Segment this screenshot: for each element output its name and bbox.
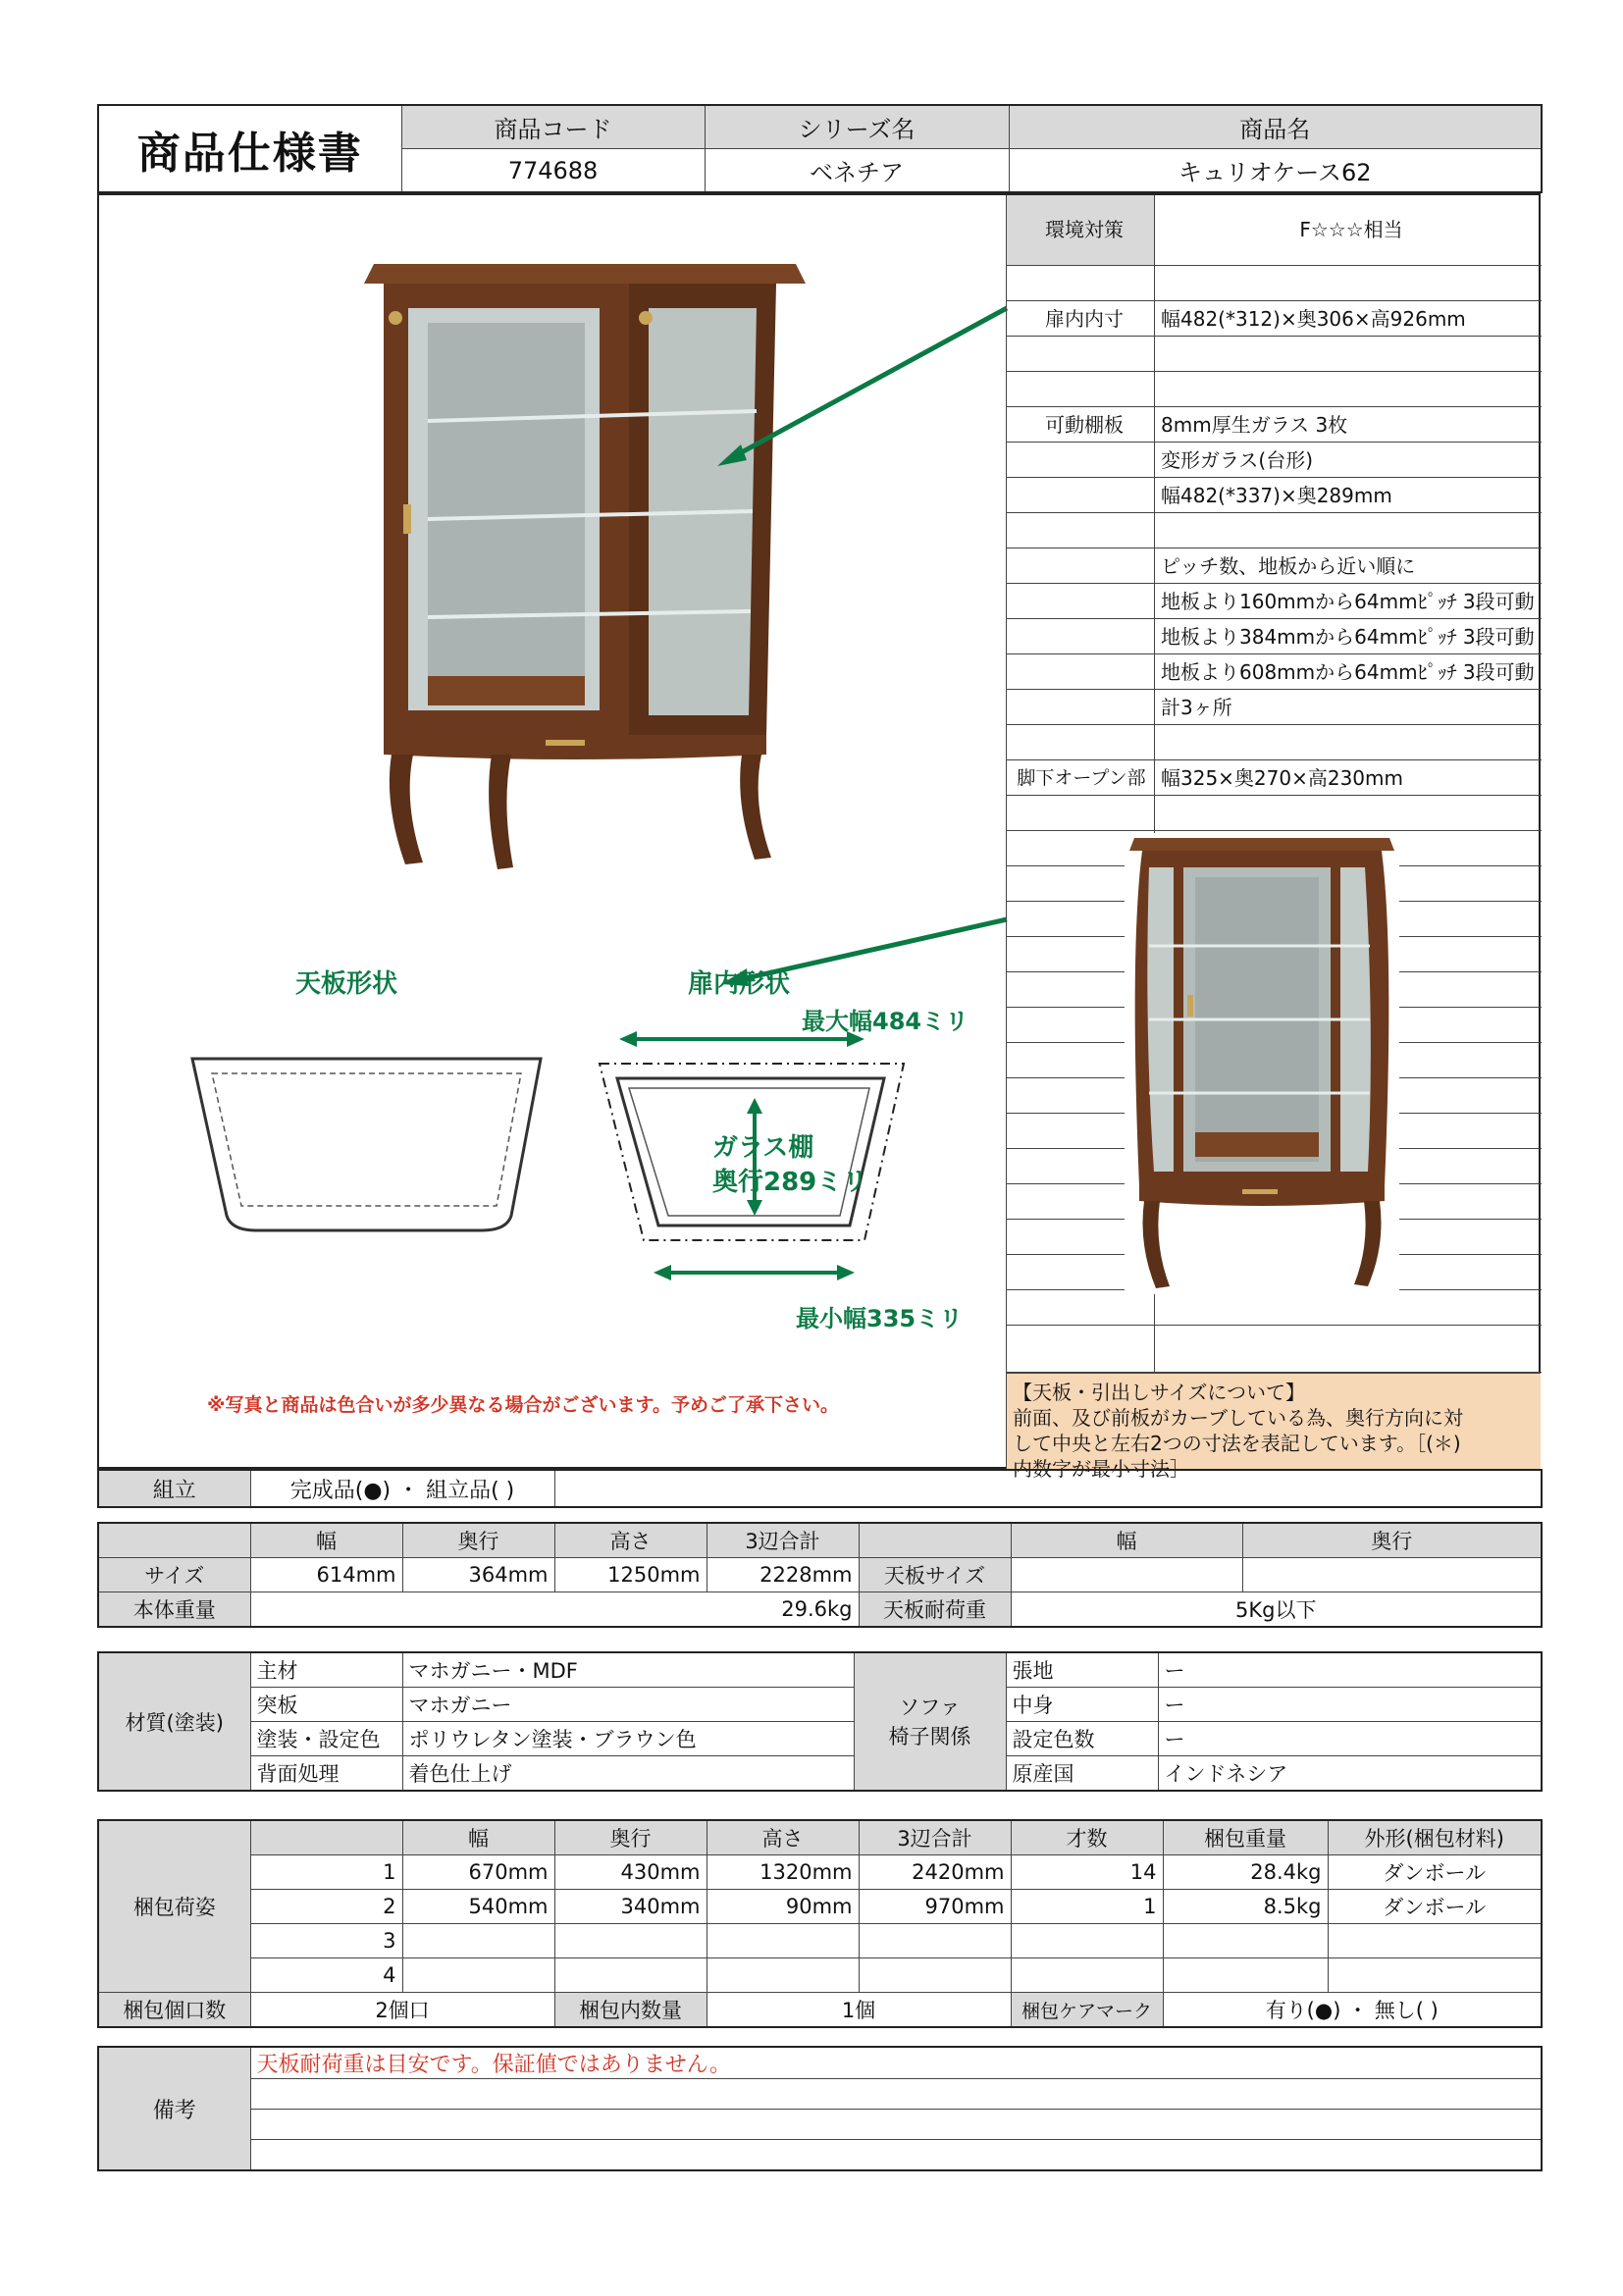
- sofa-label-line-1: ソファ: [899, 1695, 961, 1719]
- size-note-line-3: 内数字が最小寸法］: [1013, 1457, 1189, 1481]
- pack-row-height: 90mm: [707, 1890, 859, 1924]
- size-total: 2228mm: [707, 1558, 859, 1592]
- size-note-line-1: 前面、及び前板がカーブしている為、奥行方向に対: [1013, 1406, 1463, 1430]
- materials-label: 材質(塗装): [98, 1652, 250, 1791]
- glass-depth-label: 奥行289ミリ: [712, 1168, 868, 1197]
- product-name-label: 商品名: [1009, 105, 1542, 149]
- pitch-line-4: 地板より608mmから64mmﾋﾟｯﾁ 3段可動: [1154, 654, 1542, 689]
- table-row: [98, 1924, 1542, 1958]
- material-value-1: マホガニー・MDF: [402, 1652, 854, 1688]
- size-header-height: 高さ: [554, 1523, 707, 1558]
- size-note-line-2: して中央と左右2つの寸法を表記しています。［(＊): [1013, 1432, 1461, 1455]
- sofa-label: [854, 1652, 1006, 1791]
- sofa-value-2: ー: [1158, 1688, 1542, 1722]
- table-row: [98, 1855, 1542, 1890]
- pitch-line-2: 地板より160mmから64mmﾋﾟｯﾁ 3段可動: [1154, 584, 1542, 618]
- sofa-value-4: インドネシア: [1158, 1756, 1542, 1792]
- pack-row-no: 3: [250, 1924, 402, 1958]
- material-key-1: 主材: [250, 1652, 402, 1688]
- pitch-line-3: 地板より384mmから64mmﾋﾟｯﾁ 3段可動: [1154, 619, 1542, 653]
- inner-size-label: 扉内内寸: [1045, 307, 1124, 331]
- pack-row-no: 1: [250, 1855, 402, 1890]
- pack-row-sai: 1: [1011, 1890, 1163, 1924]
- assembly-label: 組立: [98, 1470, 250, 1507]
- pack-inner-label: 梱包内数量: [554, 1993, 707, 2028]
- sofa-key-2: 中身: [1006, 1688, 1158, 1722]
- pack-header-weight: 梱包重量: [1163, 1820, 1328, 1855]
- size-label: サイズ: [98, 1558, 250, 1592]
- top-size-label: 天板サイズ: [859, 1558, 1011, 1592]
- max-width-label: 最大幅484ミリ: [802, 1008, 969, 1035]
- pack-header-sai: 才数: [1011, 1820, 1163, 1855]
- table-row: [98, 1958, 1542, 1993]
- shelf-label: 可動棚板: [1045, 413, 1124, 437]
- shelf-line-2: 変形ガラス(台形): [1154, 443, 1542, 477]
- pack-row-no: 2: [250, 1890, 402, 1924]
- size-table: [97, 1522, 1543, 1628]
- pack-row-width: 540mm: [402, 1890, 554, 1924]
- pointer-arrows: [619, 303, 1012, 1029]
- shelf-line-1: 8mm厚生ガラス 3枚: [1154, 407, 1542, 442]
- shelf-line-3: 幅482(*337)×奥289mm: [1154, 478, 1542, 512]
- sofa-value-1: ー: [1158, 1652, 1542, 1688]
- pack-row-weight: 28.4kg: [1163, 1855, 1328, 1890]
- top-shape-caption: 天板形状: [295, 969, 398, 999]
- pack-row-material: ダンボール: [1328, 1890, 1542, 1924]
- size-header-depth: 奥行: [402, 1523, 554, 1558]
- header-table: [97, 104, 1543, 193]
- photo-color-note: ※写真と商品は色合いが多少異なる場合がございます。予めご了承下さい。: [207, 1394, 839, 1416]
- env-value: F☆☆☆相当: [1154, 195, 1542, 265]
- glass-shelf-label: ガラス棚: [712, 1133, 814, 1163]
- product-name: キュリオケース62: [1009, 149, 1542, 193]
- series-label: シリーズ名: [705, 105, 1009, 149]
- top-header-width: 幅: [1011, 1523, 1242, 1558]
- env-label: 環境対策: [1007, 195, 1154, 265]
- size-header-width: 幅: [250, 1523, 402, 1558]
- top-load-label: 天板耐荷重: [859, 1592, 1011, 1628]
- packing-table: [97, 1819, 1543, 2028]
- top-header-depth: 奥行: [1242, 1523, 1542, 1558]
- size-depth: 364mm: [402, 1558, 554, 1592]
- pack-row-material: ダンボール: [1328, 1855, 1542, 1890]
- product-code-label: 商品コード: [401, 105, 705, 149]
- memo-line-1: 天板耐荷重は目安です。保証値ではありません。: [250, 2047, 1542, 2079]
- pack-care-value: 有り(●) ・ 無し( ): [1163, 1993, 1542, 2028]
- pitch-line-5: 計3ヶ所: [1154, 690, 1542, 724]
- pack-header-height: 高さ: [707, 1820, 859, 1855]
- pack-header-total: 3辺合計: [859, 1820, 1011, 1855]
- table-row: [98, 1890, 1542, 1924]
- pack-row-depth: 430mm: [554, 1855, 707, 1890]
- min-width-label: 最小幅335ミリ: [796, 1305, 964, 1332]
- assembly-table: [97, 1469, 1543, 1508]
- series-name: ベネチア: [705, 149, 1009, 193]
- pack-header-material: 外形(梱包材料): [1328, 1820, 1542, 1855]
- door-shape-diagram: [570, 1019, 1021, 1432]
- pack-care-label: 梱包ケアマーク: [1011, 1993, 1163, 2028]
- sofa-key-1: 張地: [1006, 1652, 1158, 1688]
- door-shape-caption: 扉内形状: [688, 969, 791, 999]
- sofa-key-4: 原産国: [1006, 1756, 1158, 1792]
- pack-count-label: 梱包個口数: [98, 1993, 250, 2028]
- pack-row-sai: 14: [1011, 1855, 1163, 1890]
- pack-header-width: 幅: [402, 1820, 554, 1855]
- weight-value: 29.6kg: [250, 1592, 859, 1628]
- product-code: 774688: [401, 149, 705, 193]
- pack-row-total: 2420mm: [859, 1855, 1011, 1890]
- top-shape-diagram: [187, 1049, 550, 1245]
- top-load-value: 5Kg以下: [1011, 1592, 1542, 1628]
- material-key-4: 背面処理: [250, 1756, 402, 1792]
- open-space-label: 脚下オープン部: [1017, 767, 1146, 789]
- size-width: 614mm: [250, 1558, 402, 1592]
- pack-row-weight: 8.5kg: [1163, 1890, 1328, 1924]
- pack-row-no: 4: [250, 1958, 402, 1993]
- sofa-value-3: ー: [1158, 1722, 1542, 1756]
- pack-count-value: 2個口: [250, 1993, 554, 2028]
- memo-label: 備考: [98, 2047, 250, 2170]
- pitch-line-1: ピッチ数、地板から近い順に: [1154, 548, 1542, 583]
- size-header-total: 3辺合計: [707, 1523, 859, 1558]
- pack-inner-value: 1個: [707, 1993, 1011, 2028]
- material-value-3: ポリウレタン塗装・ブラウン色: [402, 1722, 854, 1756]
- materials-table: [97, 1651, 1543, 1792]
- assembly-value: 完成品(●) ・ 組立品( ): [250, 1470, 554, 1507]
- weight-label: 本体重量: [98, 1592, 250, 1628]
- size-note-title: 【天板・引出しサイズについて】: [1013, 1381, 1305, 1404]
- pack-header-depth: 奥行: [554, 1820, 707, 1855]
- memo-table: [97, 2046, 1543, 2171]
- product-photo-front: [1125, 833, 1399, 1294]
- spec-main: [97, 193, 1541, 1481]
- pack-row-total: 970mm: [859, 1890, 1011, 1924]
- material-value-4: 着色仕上げ: [402, 1756, 854, 1792]
- material-value-2: マホガニー: [402, 1688, 854, 1722]
- pack-row-width: 670mm: [402, 1855, 554, 1890]
- sofa-key-3: 設定色数: [1006, 1722, 1158, 1756]
- spec-right-column: [1006, 195, 1542, 1373]
- document-title: 商品仕様書: [98, 105, 401, 192]
- pack-row-height: 1320mm: [707, 1855, 859, 1890]
- material-key-3: 塗装・設定色: [250, 1722, 402, 1756]
- open-space-value: 幅325×奥270×高230mm: [1154, 760, 1542, 795]
- material-key-2: 突板: [250, 1688, 402, 1722]
- size-height: 1250mm: [554, 1558, 707, 1592]
- size-note: [1006, 1373, 1541, 1481]
- sofa-label-line-2: 椅子関係: [888, 1724, 971, 1748]
- pack-row-depth: 340mm: [554, 1890, 707, 1924]
- packing-label: 梱包荷姿: [98, 1820, 250, 1993]
- inner-size-value: 幅482(*312)×奥306×高926mm: [1154, 301, 1542, 336]
